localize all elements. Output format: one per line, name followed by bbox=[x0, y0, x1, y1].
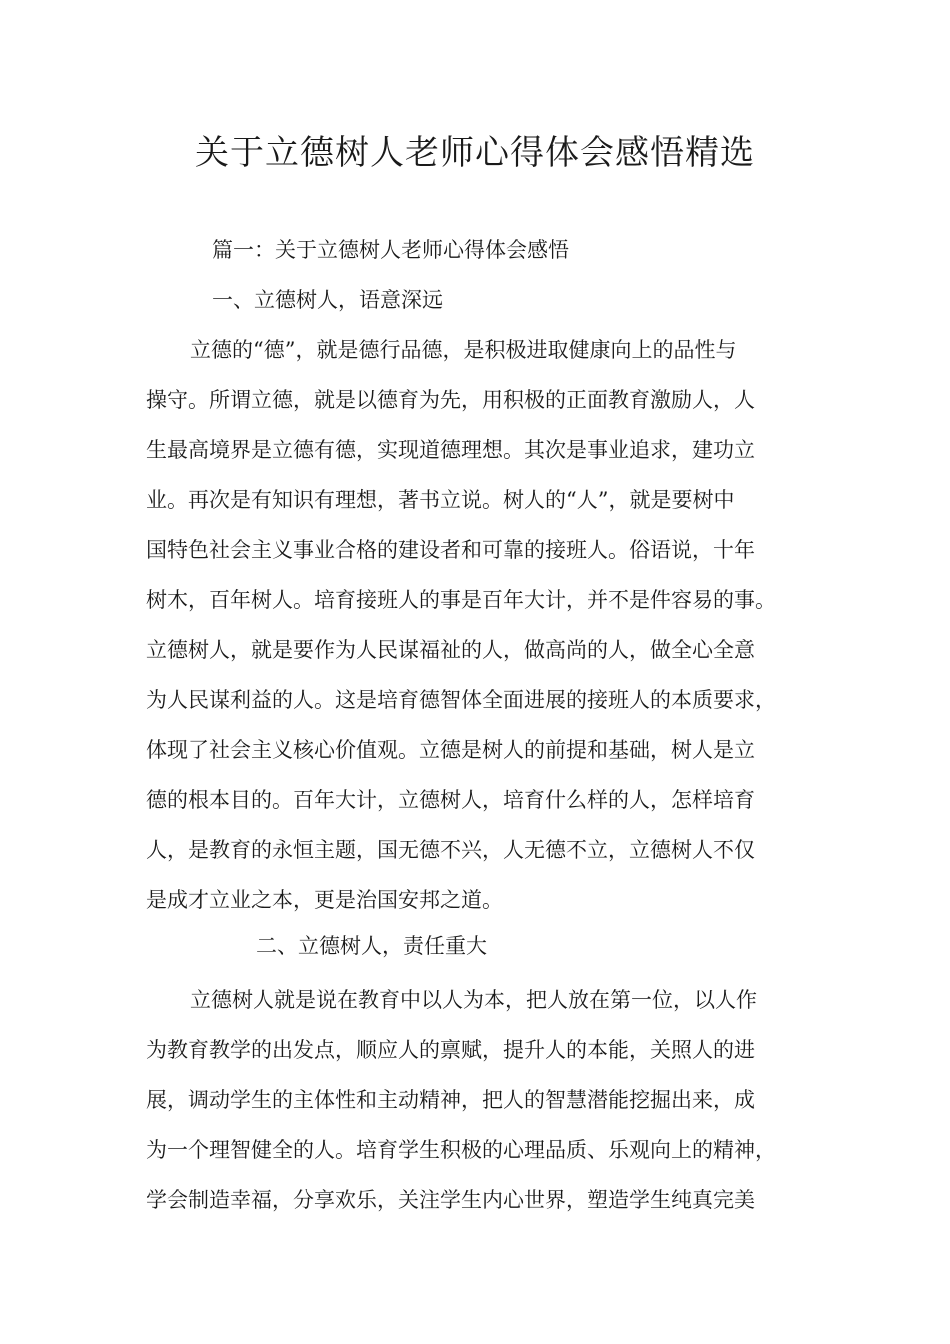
paragraph-line: 国特色社会主义事业合格的建设者和可靠的接班人。俗语说，十年 bbox=[146, 538, 755, 562]
paragraph-line: 业。再次是有知识有理想，著书立说。树人的“人”，就是要树中 bbox=[146, 488, 735, 512]
paragraph-line: 立德树人就是说在教育中以人为本，把人放在第一位，以人作 bbox=[190, 988, 757, 1012]
paragraph-line: 人，是教育的永恒主题，国无德不兴，人无德不立，立德树人不仅 bbox=[146, 838, 755, 862]
paragraph-line: 树木，百年树人。培育接班人的事是百年大计，并不是件容易的事。 bbox=[146, 588, 776, 612]
paragraph-line: 展，调动学生的主体性和主动精神，把人的智慧潜能挖掘出来，成 bbox=[146, 1088, 755, 1112]
paragraph-line: 为人民谋利益的人。这是培育德智体全面进展的接班人的本质要求， bbox=[146, 688, 776, 712]
paragraph-line: 生最高境界是立德有德，实现道德理想。其次是事业追求，建功立 bbox=[146, 438, 755, 462]
subsection-heading: 一、立德树人，语意深远 bbox=[212, 288, 443, 312]
paragraph-line: 是成才立业之本，更是治国安邦之道。 bbox=[146, 888, 503, 912]
paragraph-line: 体现了社会主义核心价值观。立德是树人的前提和基础，树人是立 bbox=[146, 738, 755, 762]
paragraph-line: 为教育教学的出发点，顺应人的禀赋，提升人的本能，关照人的进 bbox=[146, 1038, 755, 1062]
paragraph-line: 为一个理智健全的人。培育学生积极的心理品质、乐观向上的精神， bbox=[146, 1138, 776, 1162]
paragraph-line: 学会制造幸福，分享欢乐，关注学生内心世界，塑造学生纯真完美 bbox=[146, 1188, 755, 1212]
document-title: 关于立德树人老师心得体会感悟精选 bbox=[195, 133, 755, 173]
paragraph-line: 立德的“德”，就是德行品德，是积极进取健康向上的品性与 bbox=[190, 338, 737, 362]
paragraph-line: 德的根本目的。百年大计，立德树人，培育什么样的人，怎样培育 bbox=[146, 788, 755, 812]
paragraph-line: 操守。所谓立德，就是以德育为先，用积极的正面教育激励人，人 bbox=[146, 388, 755, 412]
section-heading: 篇一：关于立德树人老师心得体会感悟 bbox=[212, 238, 569, 262]
subsection-heading: 二、立德树人，责任重大 bbox=[256, 934, 487, 958]
paragraph-line: 立德树人，就是要作为人民谋福祉的人，做高尚的人，做全心全意 bbox=[146, 638, 755, 662]
